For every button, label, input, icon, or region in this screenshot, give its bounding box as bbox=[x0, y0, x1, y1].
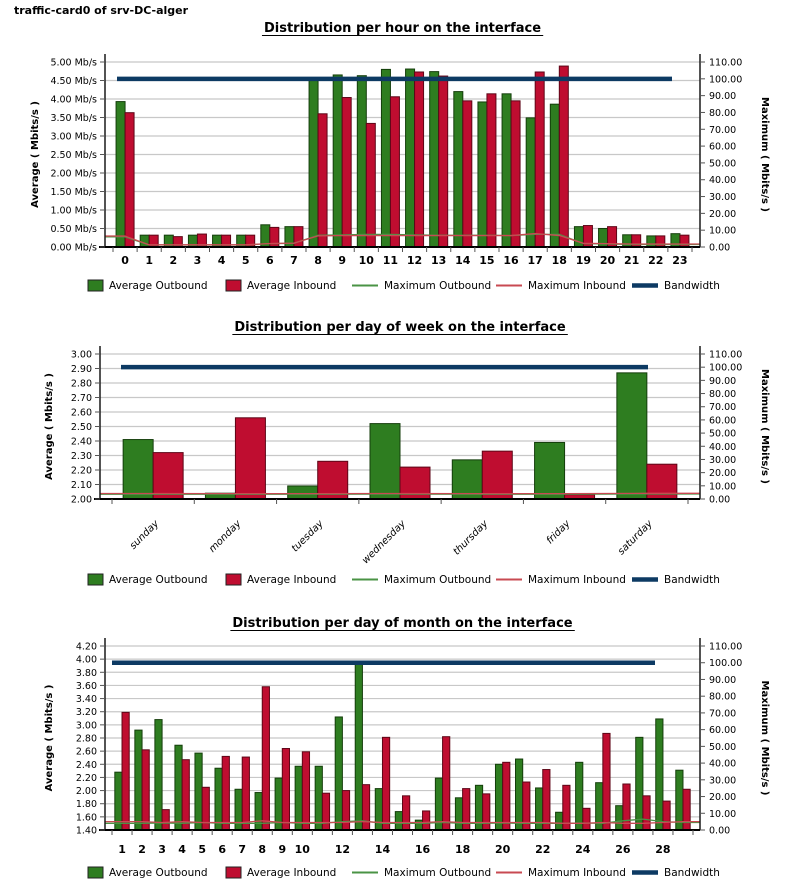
legend-label: Maximum Inbound bbox=[528, 280, 626, 292]
svg-text:18: 18 bbox=[454, 843, 471, 856]
svg-text:9: 9 bbox=[278, 843, 287, 856]
svg-text:20: 20 bbox=[599, 254, 616, 267]
svg-text:1.60: 1.60 bbox=[75, 812, 97, 824]
svg-text:2: 2 bbox=[138, 843, 146, 856]
svg-text:friday: friday bbox=[544, 518, 573, 547]
legend bbox=[88, 280, 720, 292]
svg-text:2.20: 2.20 bbox=[70, 465, 92, 477]
svg-text:3.40: 3.40 bbox=[75, 694, 97, 706]
svg-text:90.00: 90.00 bbox=[709, 91, 737, 103]
svg-text:1: 1 bbox=[118, 843, 126, 856]
left-axis-title: Average ( Mbits/s ) bbox=[30, 101, 41, 208]
svg-text:3.00: 3.00 bbox=[75, 720, 97, 732]
bars-average-outbound bbox=[123, 373, 647, 499]
svg-text:60.00: 60.00 bbox=[709, 415, 737, 427]
svg-text:2.60: 2.60 bbox=[70, 407, 92, 419]
svg-text:2.50 Mb/s: 2.50 Mb/s bbox=[50, 150, 97, 161]
svg-text:2.50: 2.50 bbox=[70, 422, 92, 433]
svg-text:1: 1 bbox=[145, 254, 154, 267]
left-axis-ticks bbox=[76, 642, 105, 837]
legend-swatch-avg_out bbox=[88, 280, 103, 291]
x-axis-labels bbox=[118, 843, 670, 856]
legend-label: Average Inbound bbox=[247, 867, 337, 879]
hour-distribution-chart bbox=[0, 0, 791, 315]
svg-text:2.80: 2.80 bbox=[75, 733, 97, 745]
svg-text:3.80: 3.80 bbox=[75, 667, 97, 679]
svg-text:10.00: 10.00 bbox=[709, 225, 737, 237]
svg-text:2.90: 2.90 bbox=[70, 364, 92, 375]
svg-text:2.00: 2.00 bbox=[75, 786, 97, 798]
svg-text:14: 14 bbox=[374, 843, 391, 856]
svg-text:26: 26 bbox=[615, 843, 631, 856]
svg-text:3.00 Mb/s: 3.00 Mb/s bbox=[50, 131, 97, 143]
x-axis-labels bbox=[121, 254, 687, 267]
svg-text:2.30: 2.30 bbox=[70, 451, 92, 462]
svg-text:0.00 Mb/s: 0.00 Mb/s bbox=[50, 242, 97, 254]
right-axis-title: Maximum ( Mbits/s ) bbox=[759, 369, 770, 484]
chart-title: Distribution per hour on the interface bbox=[263, 21, 542, 36]
right-axis-ticks bbox=[700, 58, 742, 254]
svg-text:60.00: 60.00 bbox=[709, 725, 737, 737]
svg-text:12: 12 bbox=[334, 843, 351, 856]
svg-text:11: 11 bbox=[382, 254, 399, 267]
svg-text:7: 7 bbox=[238, 843, 247, 856]
legend-label: Maximum Outbound bbox=[384, 867, 492, 879]
right-axis-title: Maximum ( Mbits/s ) bbox=[759, 97, 770, 212]
svg-text:110.00: 110.00 bbox=[709, 641, 743, 653]
svg-text:3.20: 3.20 bbox=[75, 707, 97, 719]
svg-text:sunday: sunday bbox=[127, 518, 162, 552]
svg-text:5: 5 bbox=[241, 254, 250, 267]
svg-text:5: 5 bbox=[198, 843, 206, 856]
left-axis-title: Average ( Mbits/s ) bbox=[44, 684, 55, 792]
svg-text:1.00 Mb/s: 1.00 Mb/s bbox=[50, 205, 97, 217]
legend bbox=[88, 867, 720, 879]
legend-label: Average Outbound bbox=[109, 280, 208, 292]
svg-text:2.10: 2.10 bbox=[70, 480, 92, 491]
svg-text:20.00: 20.00 bbox=[709, 792, 737, 804]
svg-text:0: 0 bbox=[121, 254, 129, 267]
svg-text:70.00: 70.00 bbox=[709, 708, 737, 720]
svg-text:90.00: 90.00 bbox=[709, 674, 737, 686]
svg-text:60.00: 60.00 bbox=[709, 141, 737, 153]
svg-text:1.40: 1.40 bbox=[75, 825, 97, 837]
svg-text:24: 24 bbox=[575, 843, 591, 856]
right-axis-title: Maximum ( Mbits/s ) bbox=[759, 680, 770, 796]
svg-text:50.00: 50.00 bbox=[709, 741, 737, 753]
legend-swatch-avg_in bbox=[226, 867, 241, 878]
svg-text:100.00: 100.00 bbox=[709, 658, 743, 670]
weekday-distribution-chart bbox=[0, 315, 791, 610]
legend-label: Maximum Inbound bbox=[528, 574, 626, 586]
svg-text:100.00: 100.00 bbox=[709, 74, 743, 86]
legend-swatch-avg_out bbox=[88, 574, 103, 585]
svg-text:20.00: 20.00 bbox=[709, 208, 737, 220]
svg-text:1.80: 1.80 bbox=[75, 799, 97, 811]
svg-text:40.00: 40.00 bbox=[709, 175, 737, 187]
svg-text:20: 20 bbox=[495, 843, 511, 856]
svg-text:7: 7 bbox=[290, 254, 298, 267]
svg-text:10.00: 10.00 bbox=[709, 808, 737, 820]
chart-title: Distribution per day of week on the interface bbox=[234, 320, 566, 335]
left-axis-ticks bbox=[50, 58, 105, 254]
svg-text:tuesday: tuesday bbox=[289, 518, 326, 555]
right-axis-ticks bbox=[700, 350, 742, 506]
svg-text:22: 22 bbox=[648, 254, 664, 267]
svg-text:3.50 Mb/s: 3.50 Mb/s bbox=[50, 113, 97, 124]
legend-label: Average Inbound bbox=[247, 280, 337, 292]
svg-text:30.00: 30.00 bbox=[709, 454, 737, 466]
gridlines bbox=[105, 62, 700, 229]
svg-text:0.00: 0.00 bbox=[709, 242, 731, 254]
svg-text:30.00: 30.00 bbox=[709, 192, 737, 204]
svg-text:saturday: saturday bbox=[616, 518, 655, 558]
svg-text:10: 10 bbox=[294, 843, 310, 856]
svg-text:12: 12 bbox=[406, 254, 423, 267]
svg-text:80.00: 80.00 bbox=[709, 691, 737, 703]
svg-text:2: 2 bbox=[169, 254, 178, 267]
legend-label: Maximum Outbound bbox=[384, 280, 492, 292]
monthday-distribution-chart bbox=[0, 610, 791, 896]
svg-text:19: 19 bbox=[575, 254, 592, 267]
svg-text:21: 21 bbox=[624, 254, 640, 267]
legend-label: Bandwidth bbox=[664, 867, 720, 879]
svg-text:50.00: 50.00 bbox=[709, 428, 737, 440]
svg-text:2.00 Mb/s: 2.00 Mb/s bbox=[50, 168, 97, 180]
legend-label: Maximum Inbound bbox=[528, 867, 626, 879]
legend-swatch-avg_in bbox=[226, 574, 241, 585]
svg-text:30.00: 30.00 bbox=[709, 775, 737, 787]
left-axis-ticks bbox=[71, 350, 100, 506]
svg-text:17: 17 bbox=[527, 254, 543, 267]
right-axis-ticks bbox=[700, 642, 742, 837]
svg-text:9: 9 bbox=[338, 254, 347, 267]
svg-text:4.20: 4.20 bbox=[75, 641, 97, 653]
legend-swatch-avg_out bbox=[88, 867, 103, 878]
svg-text:0.00: 0.00 bbox=[709, 494, 731, 506]
svg-text:90.00: 90.00 bbox=[709, 375, 737, 387]
svg-text:8: 8 bbox=[314, 254, 322, 267]
left-axis-title: Average ( Mbits/s ) bbox=[44, 373, 55, 480]
svg-text:10: 10 bbox=[358, 254, 374, 267]
svg-text:3: 3 bbox=[193, 254, 202, 267]
svg-text:2.40: 2.40 bbox=[75, 759, 97, 771]
page-title: traffic-card0 of srv-DC-alger bbox=[14, 4, 189, 17]
svg-text:40.00: 40.00 bbox=[709, 758, 737, 770]
svg-text:80.00: 80.00 bbox=[709, 389, 737, 401]
svg-text:70.00: 70.00 bbox=[709, 402, 737, 414]
svg-text:2.20: 2.20 bbox=[75, 772, 97, 784]
svg-text:5.00 Mb/s: 5.00 Mb/s bbox=[50, 57, 97, 69]
svg-text:8: 8 bbox=[258, 843, 267, 856]
svg-text:thursday: thursday bbox=[451, 518, 491, 558]
svg-text:4: 4 bbox=[217, 254, 226, 267]
svg-text:22: 22 bbox=[535, 843, 551, 856]
bars-average-outbound bbox=[115, 664, 683, 830]
svg-text:4.00 Mb/s: 4.00 Mb/s bbox=[50, 94, 97, 106]
svg-text:3.60: 3.60 bbox=[75, 680, 97, 692]
svg-text:70.00: 70.00 bbox=[709, 124, 737, 136]
svg-text:0.00: 0.00 bbox=[709, 825, 731, 837]
legend-label: Average Outbound bbox=[109, 574, 208, 586]
legend-label: Bandwidth bbox=[664, 574, 720, 586]
svg-text:20.00: 20.00 bbox=[709, 468, 737, 480]
svg-text:23: 23 bbox=[672, 254, 688, 267]
svg-text:110.00: 110.00 bbox=[709, 349, 743, 361]
svg-text:28: 28 bbox=[655, 843, 671, 856]
svg-text:80.00: 80.00 bbox=[709, 107, 737, 119]
svg-text:6: 6 bbox=[218, 843, 227, 856]
svg-text:4.00: 4.00 bbox=[75, 654, 97, 666]
svg-text:14: 14 bbox=[455, 254, 471, 267]
svg-text:2.00: 2.00 bbox=[70, 494, 92, 506]
svg-text:6: 6 bbox=[265, 254, 274, 267]
svg-text:4.50 Mb/s: 4.50 Mb/s bbox=[50, 76, 97, 87]
legend bbox=[88, 574, 720, 586]
svg-text:3: 3 bbox=[158, 843, 166, 856]
chart-title: Distribution per day of month on the interface bbox=[232, 616, 573, 631]
legend-label: Average Inbound bbox=[247, 574, 337, 586]
svg-text:4: 4 bbox=[178, 843, 186, 856]
bars-average-inbound bbox=[153, 418, 677, 499]
svg-text:50.00: 50.00 bbox=[709, 158, 737, 170]
legend-label: Average Outbound bbox=[109, 867, 208, 879]
svg-text:15: 15 bbox=[479, 254, 495, 267]
svg-text:2.80: 2.80 bbox=[70, 378, 92, 390]
svg-text:0.50 Mb/s: 0.50 Mb/s bbox=[50, 224, 97, 235]
svg-text:13: 13 bbox=[431, 254, 447, 267]
svg-text:10.00: 10.00 bbox=[709, 481, 737, 493]
svg-text:18: 18 bbox=[551, 254, 567, 267]
legend-swatch-avg_in bbox=[226, 280, 241, 291]
gridlines bbox=[105, 646, 700, 817]
svg-text:2.70: 2.70 bbox=[70, 393, 92, 404]
x-axis-labels bbox=[128, 518, 656, 567]
bars-average-inbound bbox=[122, 687, 690, 830]
svg-text:1.50 Mb/s: 1.50 Mb/s bbox=[50, 187, 97, 198]
legend-label: Bandwidth bbox=[664, 280, 720, 292]
svg-text:40.00: 40.00 bbox=[709, 441, 737, 453]
legend-label: Maximum Outbound bbox=[384, 574, 492, 586]
svg-text:3.00: 3.00 bbox=[70, 349, 92, 361]
svg-text:2.60: 2.60 bbox=[75, 746, 97, 758]
svg-text:2.40: 2.40 bbox=[70, 436, 92, 448]
svg-text:16: 16 bbox=[503, 254, 519, 267]
svg-text:100.00: 100.00 bbox=[709, 362, 743, 374]
svg-text:110.00: 110.00 bbox=[709, 57, 743, 69]
svg-text:monday: monday bbox=[207, 518, 244, 555]
svg-text:16: 16 bbox=[414, 843, 431, 856]
svg-text:wednesday: wednesday bbox=[360, 518, 409, 567]
